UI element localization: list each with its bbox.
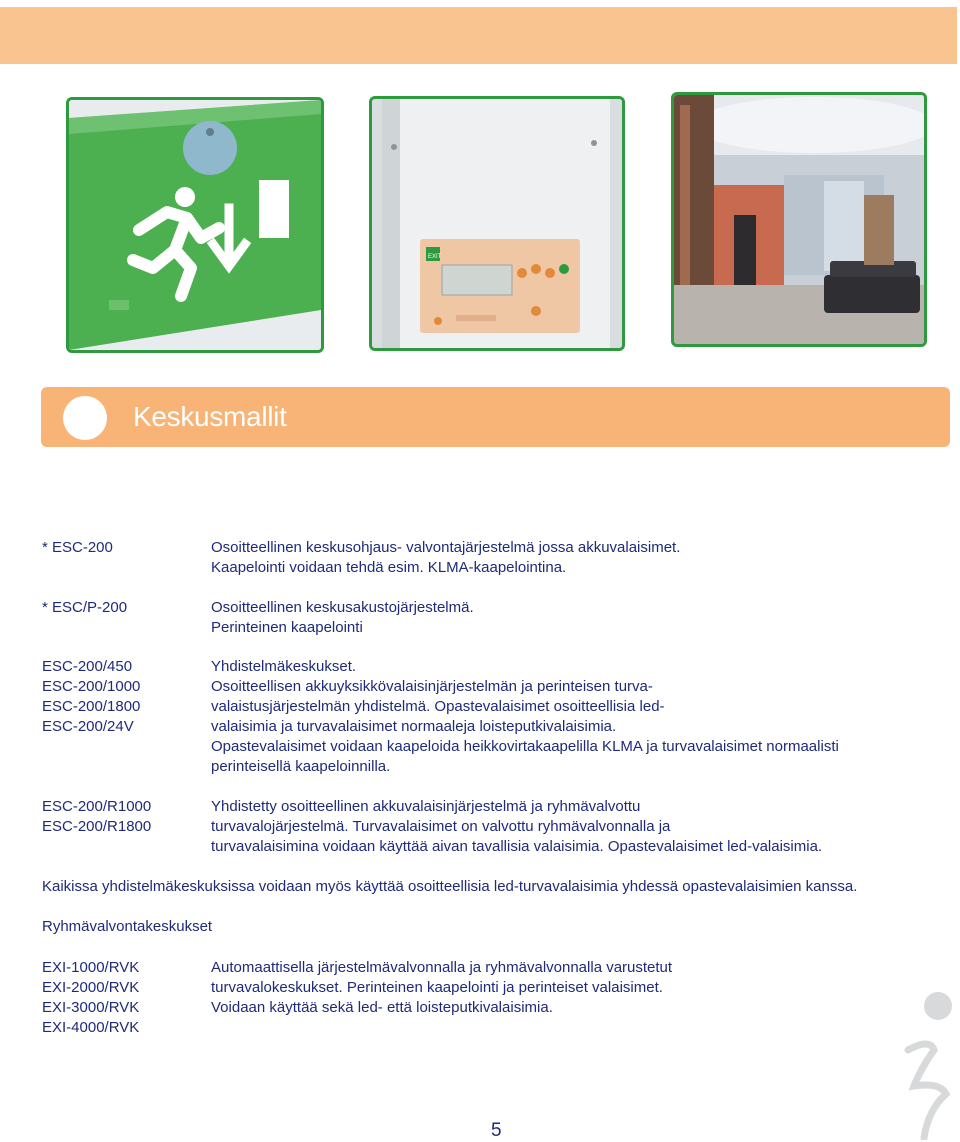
model-description: Opastevalaisimet voidaan kaapeloida heikkovirtakaapelilla KLMA ja turvavalaisimet normaalisti xyxy=(211,738,839,755)
model-description: turvavalojärjestelmä. Turvavalaisimet on valvottu ryhmävalvonnalla ja xyxy=(211,818,671,835)
photo-exit-sign xyxy=(66,97,324,353)
model-name: ESC-200/450 xyxy=(42,658,133,675)
model-name: * ESC/P-200 xyxy=(42,599,128,616)
model-name: ESC-200/R1800 xyxy=(42,818,152,835)
model-description: Automaattisella järjestelmävalvonnalla ja ryhmävalvonnalla varustetut xyxy=(211,959,673,976)
panel-exit-label: EXIT xyxy=(428,254,442,260)
model-description: valaisimia ja turvavalaisimet normaaleja loisteputkivalaisimia. xyxy=(211,718,617,735)
header-circle-icon xyxy=(63,396,107,440)
summary-text: Kaikissa yhdistelmäkeskuksissa voidaan myös käyttää osoitteellisia led-turvavalaisimia yhdessä opastevalaisimien kanssa. xyxy=(42,878,858,895)
model-description: Yhdistetty osoitteellinen akkuvalaisinjärjestelmä ja ryhmävalvottu xyxy=(211,798,641,815)
photo-central-unit xyxy=(369,96,625,351)
model-name: * ESC-200 xyxy=(42,539,113,556)
model-description: Osoitteellisen akkuyksikkövalaisinjärjestelmän ja perinteisen turva- xyxy=(211,678,653,695)
page-number: 5 xyxy=(491,1120,502,1141)
model-name: EXI-1000/RVK xyxy=(42,959,140,976)
model-name: EXI-4000/RVK xyxy=(42,1019,140,1036)
model-name: EXI-3000/RVK xyxy=(42,999,140,1016)
section-header xyxy=(41,387,950,447)
model-name: ESC-200/R1000 xyxy=(42,798,152,815)
model-name: ESC-200/24V xyxy=(42,718,134,735)
model-description: perinteisellä kaapeloinnilla. xyxy=(211,758,391,775)
model-name: ESC-200/1800 xyxy=(42,698,141,715)
model-description: Perinteinen kaapelointi xyxy=(211,619,363,636)
group-heading: Ryhmävalvontakeskukset xyxy=(42,918,213,935)
model-description: Yhdistelmäkeskukset. xyxy=(211,658,357,675)
model-description: Osoitteellinen keskusakustojärjestelmä. xyxy=(211,599,474,616)
model-description: turvavalokeskukset. Perinteinen kaapelointi ja perinteiset valaisimet. xyxy=(211,979,663,996)
model-description: Kaapelointi voidaan tehdä esim. KLMA-kaapelointina. xyxy=(211,559,567,576)
model-description: Voidaan käyttää sekä led- että loisteputkivalaisimia. xyxy=(211,999,553,1016)
model-description: turvavalaisimina voidaan käyttää aivan tavallisia valaisimia. Opastevalaisimet led-valaisimia. xyxy=(211,838,823,855)
model-description: valaistusjärjestelmän yhdistelmä. Opastevalaisimet osoitteellisia led- xyxy=(211,698,665,715)
section-title: Keskusmallit xyxy=(133,401,287,432)
model-name: EXI-2000/RVK xyxy=(42,979,140,996)
top-color-bar xyxy=(0,7,957,64)
photo-lobby-interior xyxy=(671,92,927,347)
model-description: Osoitteellinen keskusohjaus- valvontajärjestelmä jossa akkuvalaisimet. xyxy=(211,539,681,556)
decorative-swoosh-icon xyxy=(900,990,955,1140)
model-name: ESC-200/1000 xyxy=(42,678,141,695)
